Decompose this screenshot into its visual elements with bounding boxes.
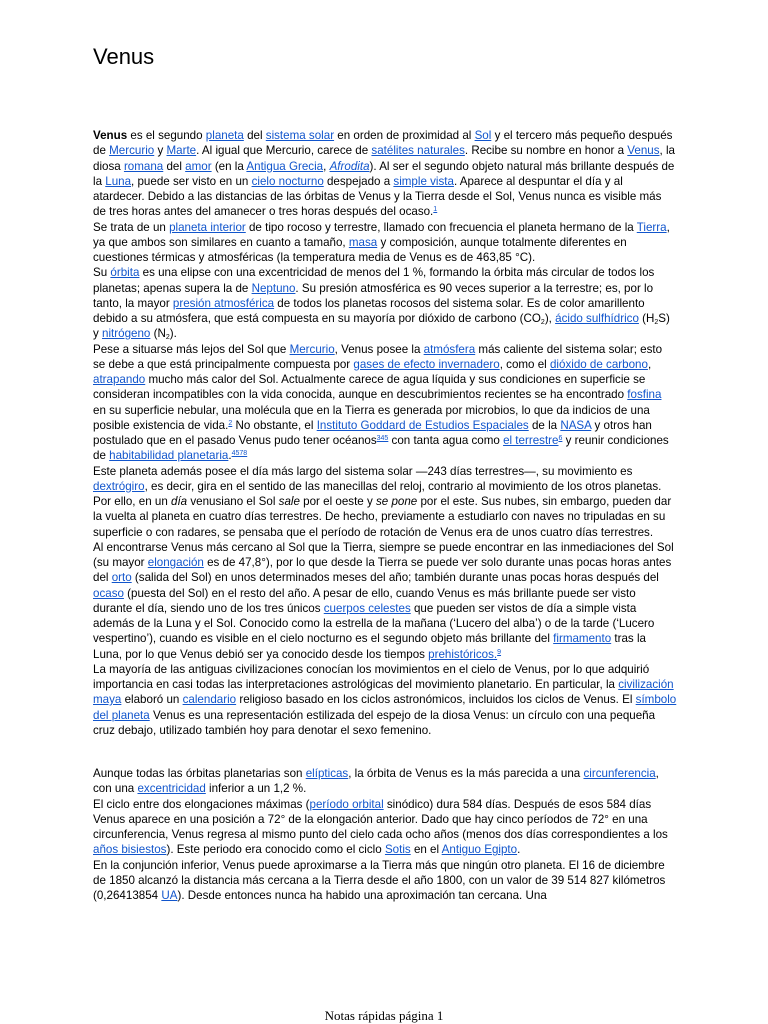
wiki-link[interactable]: simple vista [393,174,454,188]
wiki-link[interactable]: atmósfera [423,342,476,356]
wiki-link[interactable]: fosfina [627,388,662,402]
text-run: ). [169,327,177,341]
wiki-link[interactable]: cielo nocturno [251,174,324,188]
text-run: del [243,129,266,142]
wiki-link[interactable]: cuerpos celestes [323,601,411,615]
wiki-link[interactable]: orto [111,571,132,585]
text-run: (en la [211,159,247,173]
text-run: y otros han postulado que en el pasado Venus pudo tener océanos [93,418,652,447]
wiki-link[interactable]: dióxido de carbono [549,357,648,371]
text-run: por el oeste y [299,495,376,508]
paragraph [93,540,677,662]
text-run: inferior a un 1,2 %. [205,782,307,796]
wiki-link[interactable]: dextrógiro [93,479,145,493]
text-run: es de 47,8°), por lo que desde la Tierra se puede ver solo durante unas pocas horas antes del [93,556,672,585]
text-run: El ciclo entre dos elongaciones máximas ( [93,797,310,811]
article-body [93,128,677,903]
text-run: tras la Luna, por lo que Venus debió ser ya conocido desde los tiempos [93,632,646,661]
wiki-link[interactable]: Neptuno [251,281,296,295]
text-run: , [647,357,652,371]
wiki-link[interactable]: órbita [110,266,140,280]
text-run: sinódico) dura 584 días. Después de esos 584 días Venus aparece en una posición a 72° de la elongación anterior. Dado que hay cinco períodos de 72° en una circunferencia, Venus regresa al mismo punto del cielo cada ocho años (menos dos días correspondientes a los [93,797,668,841]
text-run: , Venus posee la [334,342,424,356]
text-run: , la diosa [93,144,675,173]
paragraph [93,464,677,540]
text-run: . Al igual que Mercurio, carece de [196,144,372,158]
wiki-link[interactable]: período orbital [309,797,384,811]
wiki-link[interactable]: calendario [182,693,237,707]
paragraph [93,766,677,797]
wiki-link[interactable]: gases de efecto invernadero [353,357,500,371]
italic-text: día [171,495,188,508]
text-run: ), [544,312,556,325]
paragraph [93,662,677,738]
wiki-link[interactable]: NASA [560,418,592,432]
wiki-link[interactable]: atrapando [93,373,146,386]
wiki-link[interactable]: el terrestre [503,434,559,447]
text-run: Venus es una representación estilizada del espejo de la diosa Venus: un círculo con una pequeña cruz debajo, utilizado también hoy para denotar el sexo femenino. [93,708,656,737]
text-run: , [323,159,330,173]
text-run: Se trata de un [93,220,170,234]
wiki-link[interactable]: Sotis [384,843,411,857]
text-run: Pese a situarse más lejos del Sol que [93,342,290,356]
subscript: 2 [540,319,545,326]
wiki-link[interactable]: símbolo del planeta [93,693,677,722]
text-run: mucho más calor del Sol. Actualmente carece de agua líquida y sus condiciones en superficie se consideran incompatibles con la vida conocida, aunque en descubrimientos recientes se ha encontrado [93,373,646,402]
text-run: Aunque todas las órbitas planetarias son [93,767,306,780]
paragraph [93,797,677,858]
wiki-link[interactable]: circunferencia [583,767,656,780]
text-run: . Recibe su nombre en honor a [464,144,628,158]
italic-text: sale [278,495,300,508]
footnote-ref[interactable]: 1 [433,206,438,214]
paragraph [93,128,677,220]
subscript: 2 [165,334,170,342]
text-run: . [228,449,232,463]
text-run: S) y [93,312,670,341]
italic-text: se pone [375,495,418,508]
wiki-link[interactable]: elípticas [305,767,349,780]
text-run: Al encontrarse Venus más cercano al Sol que la Tierra, siempre se puede encontrar en las inmediaciones del Sol (su mayor [93,540,674,569]
wiki-link[interactable]: Afrodita [329,159,370,173]
wiki-link[interactable]: presión atmosférica [172,296,275,310]
wiki-link[interactable]: excentricidad [137,782,206,796]
wiki-link[interactable]: ácido sulfhídrico [555,312,639,325]
text-run: , ya que ambos son similares en cuanto a tamaño, [93,220,670,249]
page-footer: Notas rápidas página 1 [324,1008,444,1023]
text-run: del [163,159,186,173]
wiki-link[interactable]: habitabilidad planetaria [109,449,229,463]
bold-term: Venus [93,129,128,142]
wiki-link[interactable]: Instituto Goddard de Estudios Espaciales [316,418,529,432]
text-run: en su superficie nebular, una molécula que en la Tierra es generada por microbios, lo que da indicios de una posible existencia de vida. [93,403,650,432]
text-run: más caliente del sistema solar; esto se debe a que está principalmente compuesta por [93,342,663,371]
wiki-link[interactable]: elongación [147,556,204,569]
wiki-link[interactable]: nitrógeno [102,327,151,341]
text-run: ). Este periodo era conocido como el ciclo [166,843,385,857]
text-run: . Su presión atmosférica es 90 veces superior a la terrestre; es, por lo tanto, la mayor [93,281,654,310]
text-run: despejado a [323,174,394,188]
text-run: y composición, aunque totalmente diferentes en cuestiones térmicas y atmosféricas (la temperatura media de Venus es de 463,85 °C). [93,235,627,264]
text-run: en orden de proximidad al [334,129,475,142]
text-run: que pueden ser vistos de día a simple vista además de la Luna y el Sol. Conocido como la estrella de la mañana (‘Lucero del alba’) o de la tarde (‘Lucero vespertino’), cuando es visible en el cielo nocturno es el segundo objeto más brillante del [93,601,655,646]
wiki-link[interactable]: UA [161,889,178,902]
text-run: No obstante, el [232,418,317,432]
wiki-link[interactable]: Tierra [636,220,667,234]
paragraph [93,265,677,341]
subscript: 2 [654,319,659,326]
wiki-link[interactable]: años bisiestos [93,843,167,857]
text-run: de todos los planetas rocosos del sistema solar. Es de color amarillento debido a su atmósfera, que está compuesta en su mayoría por dióxido de carbono (CO [93,296,645,325]
wiki-link[interactable]: . [493,647,498,661]
footnote-ref[interactable]: 4578 [231,450,248,458]
wiki-link[interactable]: sistema solar [265,129,335,142]
text-run: , como el [499,357,550,371]
wiki-link[interactable]: amor [185,159,212,173]
wiki-link[interactable]: Antigua Grecia [246,159,324,173]
text-run: , con una [93,767,659,796]
wiki-link[interactable]: prehistóricos [428,647,494,661]
text-run: Este planeta además posee el día más largo del sistema solar —243 días terrestres—, su movimiento es [93,464,633,478]
text-run: (H [638,312,655,325]
wiki-link[interactable]: masa [348,235,378,249]
text-run: por el este. Sus nubes, sin embargo, pueden dar la vuelta al planeta en cuatro días terrestres. De hecho, previamente a estudiarlo con naves no tripuladas en su superficie o con radares, se pensaba que el período de rotación de Venus era de unos cuatro días terrestres. [93,495,672,539]
wiki-link[interactable]: satélites naturales [371,144,465,158]
text-run: de la [528,418,561,432]
wiki-link[interactable]: planeta [205,129,244,142]
text-run: Su [93,266,111,280]
wiki-link[interactable]: Marte [166,144,197,158]
wiki-link[interactable]: romana [123,159,164,173]
text-run: y [154,144,167,158]
text-run: (N [150,327,166,341]
text-run: , es decir, gira en el sentido de las manecillas del reloj, contrario al movimiento de los otros planetas. Por ello, en un [93,479,662,508]
text-run: y el tercero más pequeño después de [93,129,673,158]
text-run: La mayoría de las antiguas civilizaciones conocían los movimientos en el cielo de Venus, por lo que adquirió importancia en casi todas las interpretaciones astrológicas del movimiento planetario. En particular, la [93,662,650,691]
text-run: venusiano el Sol [187,495,279,508]
text-run: de tipo rocoso y terrestre, llamado con frecuencia el planeta hermano de la [245,220,637,234]
text-run: , puede ser visto en un [131,174,252,188]
wiki-link[interactable]: Mercurio [109,144,155,158]
wiki-link[interactable]: Mercurio [289,342,335,356]
text-run: religioso basado en los ciclos astronómicos, incluidos los ciclos de Venus. El [236,693,636,707]
wiki-link[interactable]: Sol [474,129,492,142]
wiki-link[interactable]: planeta interior [169,220,246,234]
page-title: Venus [93,44,155,69]
paragraph [93,342,677,464]
text-run: ). Desde entonces nunca ha habido una aproximación tan cercana. Una [177,889,547,902]
text-run: y reunir condiciones de [93,434,669,463]
text-run: , la órbita de Venus es la más parecida a una [348,767,584,780]
footnote-ref[interactable]: 345 [376,435,389,442]
text-run: (puesta del Sol) en el resto del año. A pesar de ello, cuando Venus es más brillante puede ser visto durante el día, siendo uno de los tres únicos [93,586,636,615]
text-run: con tanta agua como [388,434,504,447]
text-run: ). Al ser el segundo objeto natural más brillante después de la [93,159,675,188]
paragraph [93,858,677,904]
wiki-link[interactable]: civilización maya [93,678,674,707]
text-run: elaboró un [121,693,183,707]
wiki-link[interactable]: firmamento [553,632,612,646]
text-run: en el [410,843,442,857]
paragraph [93,220,677,266]
wiki-link[interactable]: Venus [627,144,660,158]
text-run: es el segundo [127,129,206,142]
footnote-ref[interactable]: 9 [497,648,502,656]
footnote-ref[interactable]: 6 [558,435,563,442]
text-run: En la conjunción inferior, Venus puede aproximarse a la Tierra más que ningún otro planeta. El 16 de diciembre de 1850 alcanzó la distancia más cercana a la Tierra desde el año 1800, con un valor de 39 514 827 kilómetros (0,26413854 [93,858,666,902]
wiki-link[interactable]: Luna [105,174,132,188]
wiki-link[interactable]: Antiguo Egipto [441,843,518,857]
wiki-link[interactable]: ocaso [93,586,124,600]
text-run: . Aparece al despuntar el día y al atardecer. Debido a las distancias de las órbitas de Venus y la Tierra desde el Sol, Venus nunca es visible más de tres horas antes del amanecer o tres horas después del ocaso. [93,174,662,219]
text-run: es una elipse con una excentricidad de menos del 1 %, formando la órbita más circular de todos los planetas; apenas supera la de [93,266,655,295]
footnote-ref[interactable]: 2 [228,419,233,427]
text-run: . [517,843,521,857]
text-run: (salida del Sol) en unos determinados meses del año; también durante unas pocas horas después del [131,571,659,585]
